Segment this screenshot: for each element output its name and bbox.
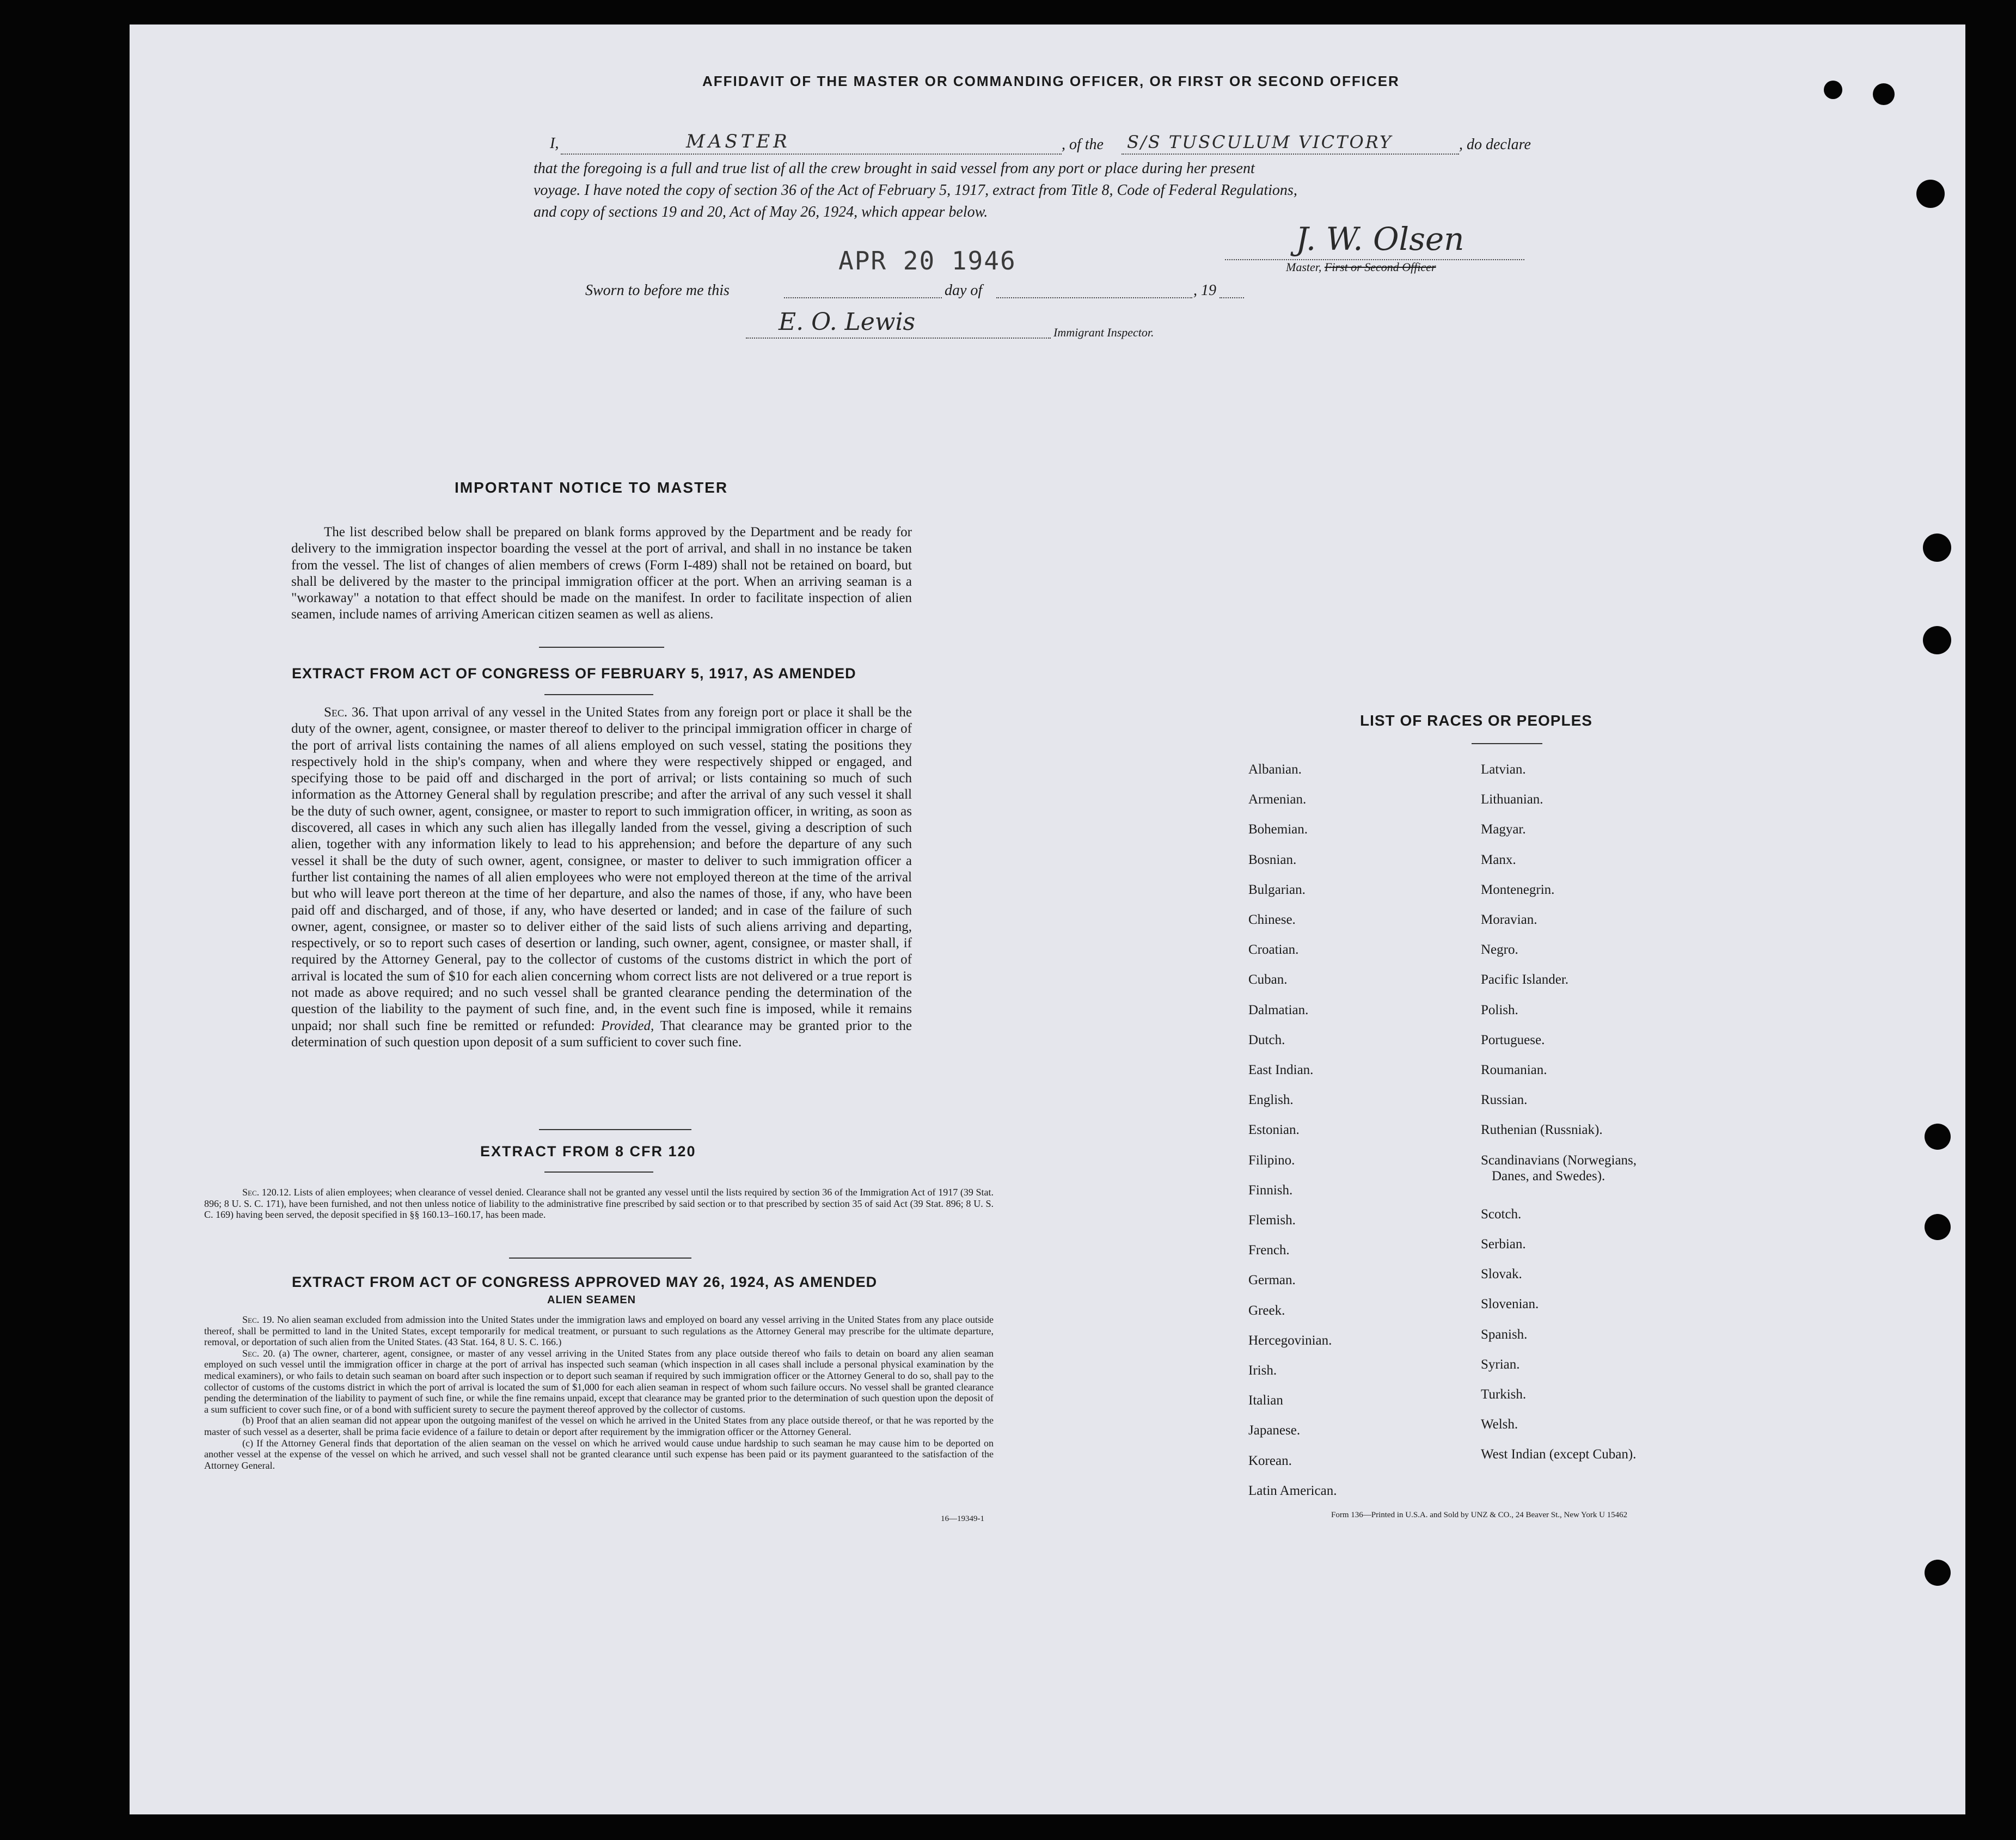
declare-label: , do declare: [1459, 136, 1531, 153]
cfr-body: [204, 1187, 994, 1220]
punch-hole: [1923, 626, 1951, 654]
race-item: German.: [1248, 1273, 1296, 1288]
race-item: Turkish.: [1481, 1387, 1527, 1402]
punch-hole: [1925, 1560, 1951, 1586]
sec19-text: No alien seaman excluded from admission into the United States under the immigration laws and employed on board any vessel arriving in the United States from any place outside thereof, shall be permitted to land in the United States, except temporarily for medical treatment, or pursuant to such regulations as the Attorney General may prescribe for the ultimate departure, removal, or deportation of such alien from the United States. (43 Stat. 164, 8 U. S. C. 166.): [204, 1314, 994, 1348]
race-item: Russian.: [1481, 1093, 1528, 1108]
sec20b-paragraph: (b) Proof that an alien seaman did not appear upon the outgoing manifest of the vessel on which he arrived in the United States from any place outside thereof, or that he was reported by the master of such vessel as a deserter, shall be prima facie evidence of a failure to detain or deport after requirement by the immigration officer or the Attorney General.: [204, 1415, 994, 1437]
sworn-month-line: [996, 297, 1192, 298]
inspector-label: Immigrant Inspector.: [1053, 326, 1154, 339]
divider: [544, 694, 653, 695]
extract-1924-body: [204, 1314, 994, 1471]
affidavit-line-1: that the foregoing is a full and true list of all the crew brought in said vessel from any port or place during her present: [534, 160, 1255, 177]
punch-hole: [1925, 1124, 1951, 1150]
sec20a-paragraph: [204, 1348, 994, 1415]
race-item: Italian: [1248, 1393, 1283, 1408]
race-item: West Indian (except Cuban).: [1481, 1447, 1637, 1462]
provided-label: Provided,: [601, 1018, 654, 1033]
sec20-label: Sec. 20.: [242, 1347, 275, 1359]
race-item: Armenian.: [1248, 792, 1307, 807]
divider: [1472, 743, 1542, 744]
divider: [539, 1129, 691, 1130]
officer-name-line: [561, 154, 1062, 155]
affidavit-title: AFFIDAVIT OF THE MASTER OR COMMANDING OFFICER, OR FIRST OR SECOND OFFICER: [702, 73, 1400, 89]
race-item: Japanese.: [1248, 1423, 1301, 1438]
sworn-label: Sworn to before me this: [585, 282, 730, 299]
officer-name: MASTER: [686, 131, 791, 152]
race-item: Manx.: [1481, 852, 1516, 867]
divider: [539, 647, 664, 648]
notice-body: The list described below shall be prepared on blank forms approved by the Department and be ready for delivery to the immigration inspector boarding the vessel at the port of arrival, and shall in no instance be taken from the vessel. The list of changes of alien members of crews (Form I-489) shall not be retained on board, but shall be delivered by the master to the principal immigration officer at the port. When an arriving seaman is a "workaway" a notation to that effect should be made on the manifest. In order to facilitate inspection of alien seamen, include names of arriving American citizen seamen as well as aliens.: [291, 525, 912, 622]
cfr-title: EXTRACT FROM 8 CFR 120: [480, 1143, 696, 1160]
punch-hole: [1873, 83, 1895, 105]
year-label: , 19: [1193, 282, 1216, 299]
punch-hole: [1923, 533, 1951, 562]
race-item: Dalmatian.: [1248, 1002, 1309, 1017]
race-item: Latvian.: [1481, 762, 1526, 777]
race-item: Scotch.: [1481, 1206, 1522, 1222]
race-item: English.: [1248, 1093, 1294, 1108]
inspector-signature: E. O. Lewis: [779, 308, 916, 336]
race-item: Cuban.: [1248, 972, 1288, 988]
race-item: Polish.: [1481, 1002, 1518, 1017]
race-item: Moravian.: [1481, 912, 1537, 927]
race-item: Pacific Islander.: [1481, 972, 1569, 988]
race-item: French.: [1248, 1243, 1290, 1258]
race-item: Bohemian.: [1248, 822, 1308, 837]
printer-footer: Form 136—Printed in U.S.A. and Sold by UNZ & CO., 24 Beaver St., New York U 15462: [1331, 1511, 1628, 1519]
of-the-label: , of the: [1062, 136, 1104, 153]
sec20c-paragraph: (c) If the Attorney General finds that deportation of the alien seaman on the vessel on which he arrived would cause undue hardship to such seaman he may cause him to be deported on another vessel at the expense of the vessel on which he arrived, and such vessel shall not be granted clearance until such expense has been paid or its payment guaranteed to the satisfaction of the Attorney General.: [204, 1437, 994, 1471]
affidavit-declaration-line: [550, 135, 559, 152]
race-item: Scandinavians (Norwegians,: [1481, 1152, 1637, 1168]
race-item: Danes, and Swedes).: [1492, 1168, 1606, 1183]
race-item: Magyar.: [1481, 822, 1526, 837]
race-item: Bosnian.: [1248, 852, 1297, 867]
form-code: 16—19349-1: [941, 1514, 984, 1523]
race-item: Estonian.: [1248, 1123, 1300, 1138]
master-word: Master,: [1286, 260, 1322, 274]
extract-1924-title: EXTRACT FROM ACT OF CONGRESS APPROVED MAY 26, 1924, AS AMENDED: [292, 1274, 878, 1290]
alien-seamen-subtitle: ALIEN SEAMEN: [547, 1294, 636, 1306]
sec19-label: Sec. 19.: [242, 1314, 274, 1325]
extract-1917-body: [291, 704, 912, 1051]
race-item: Roumanian.: [1481, 1063, 1547, 1077]
affidavit-line-2: voyage. I have noted the copy of section 36 of the Act of February 5, 1917, extract from Title 8, Code of Federal Regulations,: [534, 182, 1297, 199]
race-item: Irish.: [1248, 1363, 1277, 1378]
race-item: Slovenian.: [1481, 1297, 1539, 1312]
extract-1917-title: EXTRACT FROM ACT OF CONGRESS OF FEBRUARY 5, 1917, AS AMENDED: [292, 665, 856, 682]
divider: [509, 1258, 691, 1259]
punch-hole: [1916, 180, 1945, 208]
race-item: Latin American.: [1248, 1483, 1337, 1498]
vessel-name: S/S TUSCULUM VICTORY: [1127, 132, 1393, 152]
punch-hole: [1824, 81, 1842, 99]
sec36-label: Sec. 36.: [324, 705, 369, 720]
race-item: Albanian.: [1248, 762, 1302, 777]
race-item: Spanish.: [1481, 1327, 1528, 1342]
inspector-signature-line: [746, 338, 1051, 339]
date-stamp: APR 20 1946: [838, 246, 1016, 275]
races-title: LIST OF RACES OR PEOPLES: [1360, 712, 1592, 729]
divider: [544, 1172, 653, 1173]
day-of-label: day of: [945, 282, 983, 299]
sec36-text: That upon arrival of any vessel in the United States from any foreign port or place it shall be the duty of the owner, agent, consignee, or master thereof to deliver to the principal immigration officer in charge of the port of arrival lists containing the names of all aliens employed on such vessel, stating the positions they respectively hold in the ship's company, when and where they were respectively shipped or engaged, and specifying those to be paid off and discharged in the port of arrival; or lists containing so much of such information as the Attorney General shall by regulation prescribe; and after the arrival of any such vessel it shall be the duty of such owner, agent, consignee, or master to report to such immigration officer, in writing, as soon as discovered, all cases in which any such alien has illegally landed from the vessel, giving a description of such alien, together with any information likely to lead to his apprehension; and before the departure of any such vessel it shall be the duty of such owner, agent, consignee, or master to deliver to such immigration officer a further list containing the names of all alien employees who were not employed thereon at the time of the arrival but who will leave port thereon at the time of her departure, and also the names of those, if any, who have been paid off and discharged, and of those, if any, who have deserted or landed; and in case of the failure of such owner, agent, consignee, or master so to deliver either of the said lists of such aliens arriving and departing, respectively, or so to report such cases of desertion or landing, such owner, agent, consignee, or master shall, if required by the Attorney General, pay to the collector of customs of the customs district in which the port of arrival is located the sum of $10 for each alien concerning whom correct lists are not delivered or a true report is not made as above required; and no such vessel shall be granted clearance pending the determination of the question of the liability to the payment of such fine, and, in the event such fine is imposed, while it remains unpaid; nor shall such fine be remitted or refunded:: [291, 705, 912, 1033]
race-item: Dutch.: [1248, 1032, 1285, 1047]
race-item: Croatian.: [1248, 942, 1299, 958]
race-item: Portuguese.: [1481, 1032, 1545, 1047]
race-item: Filipino.: [1248, 1152, 1295, 1168]
race-item: Serbian.: [1481, 1237, 1526, 1252]
notice-title: IMPORTANT NOTICE TO MASTER: [455, 479, 728, 496]
race-item: Syrian.: [1481, 1357, 1520, 1372]
race-item: Ruthenian (Russniak).: [1481, 1123, 1603, 1138]
affidavit-line-3: and copy of sections 19 and 20, Act of May 26, 1924, which appear below.: [534, 204, 988, 220]
sworn-day-line: [784, 297, 942, 298]
race-item: Greek.: [1248, 1303, 1285, 1318]
race-item: Hercegovinian.: [1248, 1333, 1332, 1348]
vessel-name-line: [1122, 154, 1459, 155]
sec19-paragraph: [204, 1314, 994, 1348]
race-item: Slovak.: [1481, 1267, 1522, 1282]
race-item: Flemish.: [1248, 1213, 1296, 1228]
race-item: Finnish.: [1248, 1182, 1293, 1198]
race-item: Chinese.: [1248, 912, 1296, 927]
race-item: Negro.: [1481, 942, 1518, 958]
race-item: Korean.: [1248, 1453, 1292, 1468]
sworn-year-line: [1220, 297, 1244, 298]
i-label: I,: [550, 135, 559, 152]
race-item: East Indian.: [1248, 1063, 1314, 1077]
master-label: [1286, 260, 1436, 274]
race-item: Montenegrin.: [1481, 882, 1555, 897]
cfr-sec-label: Sec. 120.12.: [242, 1187, 291, 1198]
punch-hole: [1925, 1214, 1951, 1240]
cfr-text: Lists of alien employees; when clearance of vessel denied. Clearance shall not be granted any vessel until the lists required by section 36 of the Immigration Act of 1917 (39 Stat. 896; 8 U. S. C. 171), have been furnished, and not then unless notice of liability to the administrative fine prescribed by said section or to that prescribed by section 35 of said Act (39 Stat. 896; 8 U. S. C. 169) having been served, the deposit specified in §§ 160.13–160.17, has been made.: [204, 1187, 994, 1220]
race-item: Welsh.: [1481, 1417, 1518, 1432]
race-item: Lithuanian.: [1481, 792, 1543, 807]
race-item: Bulgarian.: [1248, 882, 1306, 897]
master-signature: J. W. Olsen: [1296, 220, 1464, 257]
sec36-end: That clearance may be granted prior to the determination of such question upon deposit of a sum sufficient to cover such fine.: [291, 1018, 912, 1050]
sec20a-text: (a) The owner, charterer, agent, consignee, or master of any vessel arriving in the United States from any place outside thereof who fails to detain on board any alien seaman employed on such vessel until the immigration officer in charge at the port of arrival has inspected such seaman (which inspection in all cases shall include a personal physical examination by the medical examiners), or who fails to detain such seaman on board after such inspection or to deport such seaman if required by such immigration officer or the Attorney General to do so, shall pay to the collector of customs of the customs district in which the port of arrival is located the sum of $1,000 for each alien seaman in respect of whom such failure occurs. No vessel shall be granted clearance pending the determination of the liability to payment of such fine, or while the fine remains unpaid, except that clearance may be granted prior to the determination of such question upon the deposit of a sum sufficient to cover such fine, or of a bond with sufficient surety to secure the payment thereof approved by the collector of customs.: [204, 1347, 994, 1415]
officer-struck: First or Second Officer: [1324, 260, 1436, 274]
